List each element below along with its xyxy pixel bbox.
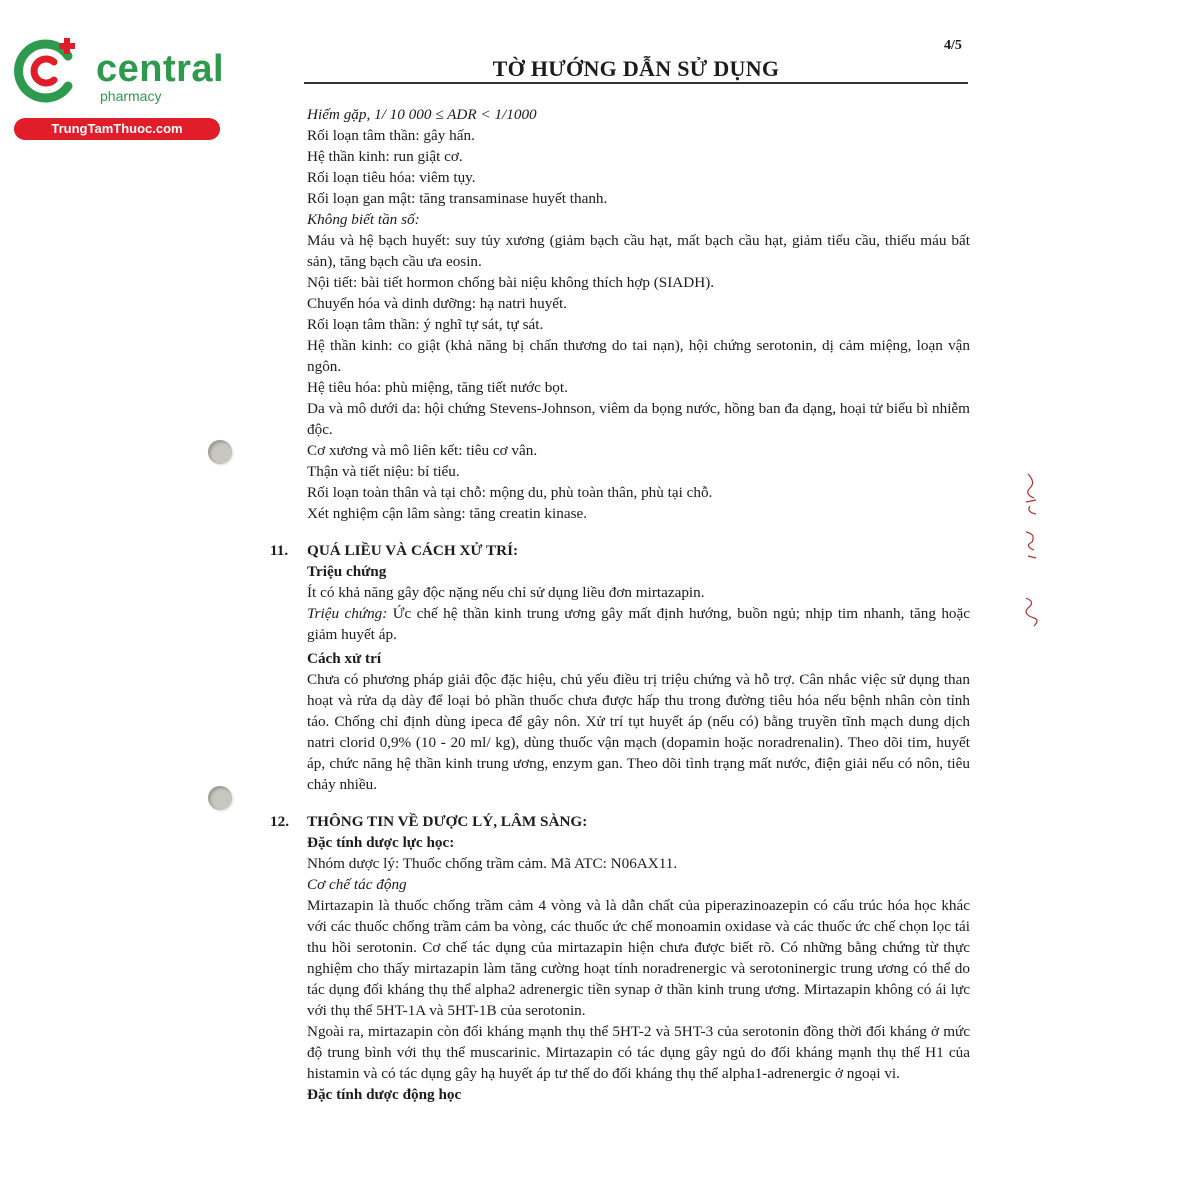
pharmacy-logo xyxy=(10,36,225,136)
treatment-heading: Cách xử trí xyxy=(307,650,382,667)
section-title: THÔNG TIN VỀ DƯỢC LÝ, LÂM SÀNG: xyxy=(307,813,588,830)
section-number: 12. xyxy=(270,813,289,830)
brand-website: TrungTamThuoc.com xyxy=(14,118,220,140)
adr-item: Cơ xương và mô liên kết: tiêu cơ vân. xyxy=(307,442,538,459)
brand-name: central xyxy=(96,48,225,90)
adr-item: Rối loạn tâm thần: ý nghĩ tự sát, tự sát. xyxy=(307,316,544,333)
title-divider xyxy=(304,82,968,84)
section-heading-overdose xyxy=(270,540,970,561)
mechanism-heading: Cơ chế tác động xyxy=(307,876,407,893)
symptoms-intro: Ít có khả năng gây độc nặng nếu chỉ sử dụng liều đơn mirtazapin. xyxy=(307,584,705,601)
mechanism-paragraph: Ngoài ra, mirtazapin còn đối kháng mạnh thụ thể 5HT-2 và 5HT-3 của serotonin đồng thời đối kháng ở mức độ trung bình với thụ thể muscarinic. Mirtazapin có tác dụng gây ngủ do đối kháng mạnh thụ thể H1 của histamin và có tác dụng gây hạ huyết áp tư thế do đối kháng thụ thể alpha1-adrenergic ở ngoại vi. xyxy=(307,1023,970,1082)
adr-item: Da và mô dưới da: hội chứng Stevens-Johnson, viêm da bọng nước, hồng ban đa dạng, hoại tử biểu bì nhiễm độc. xyxy=(307,400,970,438)
section-heading-pharmacology xyxy=(270,811,970,832)
adr-item: Hệ tiêu hóa: phù miệng, tăng tiết nước bọt. xyxy=(307,379,568,396)
adr-rare-heading: Hiếm gặp, 1/ 10 000 ≤ ADR < 1/1000 xyxy=(307,106,537,123)
mechanism-paragraph: Mirtazapin là thuốc chống trầm cảm 4 vòng và là dẫn chất của piperazinoazepin có cấu trúc hóa học khác với các thuốc chống trầm cảm ba vòng, các thuốc ức chế monoamin oxidase và các thuốc ức chế chọn lọc tái thu hồi serotonin. Cơ chế tác dụng của mirtazapin hiện chưa được biết rõ. Có những bằng chứng từ thực nghiệm cho thấy mirtazapin làm tăng cường hoạt tính noradrenergic và serotoninergic trung ương có thể do tác dụng đối kháng thụ thể alpha2 adrenergic tiền synap ở thần kinh trung ương. Mirtazapin không có ái lực với thụ thể 5HT-1A và 5HT-1B của serotonin. xyxy=(307,897,970,1019)
treatment-text: Chưa có phương pháp giải độc đặc hiệu, chủ yếu điều trị triệu chứng và hỗ trợ. Cân nhắc việc sử dụng than hoạt và rửa dạ dày để loại bỏ phần thuốc chưa được hấp thu trong đường tiêu hóa nếu bệnh nhân còn tỉnh táo. Chống chỉ định dùng ipeca để gây nôn. Xử trí tụt huyết áp (nếu có) bằng truyền tĩnh mạch dung dịch natri clorid 0,9% (10 - 20 ml/ kg), dùng thuốc vận mạch (dopamin hoặc noradrenalin). Theo dõi tim, huyết áp, chức năng hệ thần kinh trung ương, enzym gan. Theo dõi tình trạng mất nước, điện giải nếu có nôn, tiêu chảy nhiều. xyxy=(307,671,970,793)
document-body xyxy=(270,104,970,1105)
symptoms-paragraph xyxy=(307,603,970,645)
pk-heading: Đặc tính dược động học xyxy=(307,1086,462,1103)
adr-item: Hệ thần kinh: co giật (khả năng bị chấn thương do tai nạn), hội chứng serotonin, dị cảm miệng, loạn vận ngôn. xyxy=(307,337,970,375)
section-title: QUÁ LIỀU VÀ CÁCH XỬ TRÍ: xyxy=(307,542,519,559)
adr-unknown-heading: Không biết tần số: xyxy=(307,211,420,228)
adr-item: Nội tiết: bài tiết hormon chống bài niệu không thích hợp (SIADH). xyxy=(307,274,715,291)
adr-item: Thận và tiết niệu: bí tiểu. xyxy=(307,463,460,480)
section-number: 11. xyxy=(270,542,289,559)
page-number: 4/5 xyxy=(944,38,962,53)
adr-item: Chuyển hóa và dinh dưỡng: hạ natri huyết. xyxy=(307,295,568,312)
central-logo-icon xyxy=(10,36,80,106)
symptoms-label: Triệu chứng: xyxy=(307,605,388,622)
pharm-group: Nhóm dược lý: Thuốc chống trầm cảm. Mã ATC: N06AX11. xyxy=(307,855,678,872)
handwritten-margin-note xyxy=(1018,472,1048,632)
adr-item: Rối loạn tâm thần: gây hấn. xyxy=(307,127,475,144)
adr-item: Rối loạn tiêu hóa: viêm tụy. xyxy=(307,169,476,186)
adr-item: Hệ thần kinh: run giật cơ. xyxy=(307,148,463,165)
punch-hole xyxy=(208,440,232,464)
brand-sub: pharmacy xyxy=(100,88,162,104)
pd-heading: Đặc tính dược lực học: xyxy=(307,834,455,851)
adr-item: Máu và hệ bạch huyết: suy tủy xương (giảm bạch cầu hạt, mất bạch cầu hạt, giảm tiểu cầu, thiếu máu bất sản), tăng bạch cầu ưa eosin. xyxy=(307,232,970,270)
symptoms-text: Ức chế hệ thần kinh trung ương gây mất định hướng, buồn ngủ; nhịp tim nhanh, tăng hoặc giảm huyết áp. xyxy=(307,605,971,643)
adr-item: Rối loạn gan mật: tăng transaminase huyết thanh. xyxy=(307,190,608,207)
punch-hole xyxy=(208,786,232,810)
adr-item: Rối loạn toàn thân và tại chỗ: mộng du, phù toàn thân, phù tại chỗ. xyxy=(307,484,713,501)
symptoms-heading: Triệu chứng xyxy=(307,563,387,580)
document-title: TỜ HƯỚNG DẪN SỬ DỤNG xyxy=(492,56,780,81)
adr-item: Xét nghiệm cận lâm sàng: tăng creatin kinase. xyxy=(307,505,588,522)
